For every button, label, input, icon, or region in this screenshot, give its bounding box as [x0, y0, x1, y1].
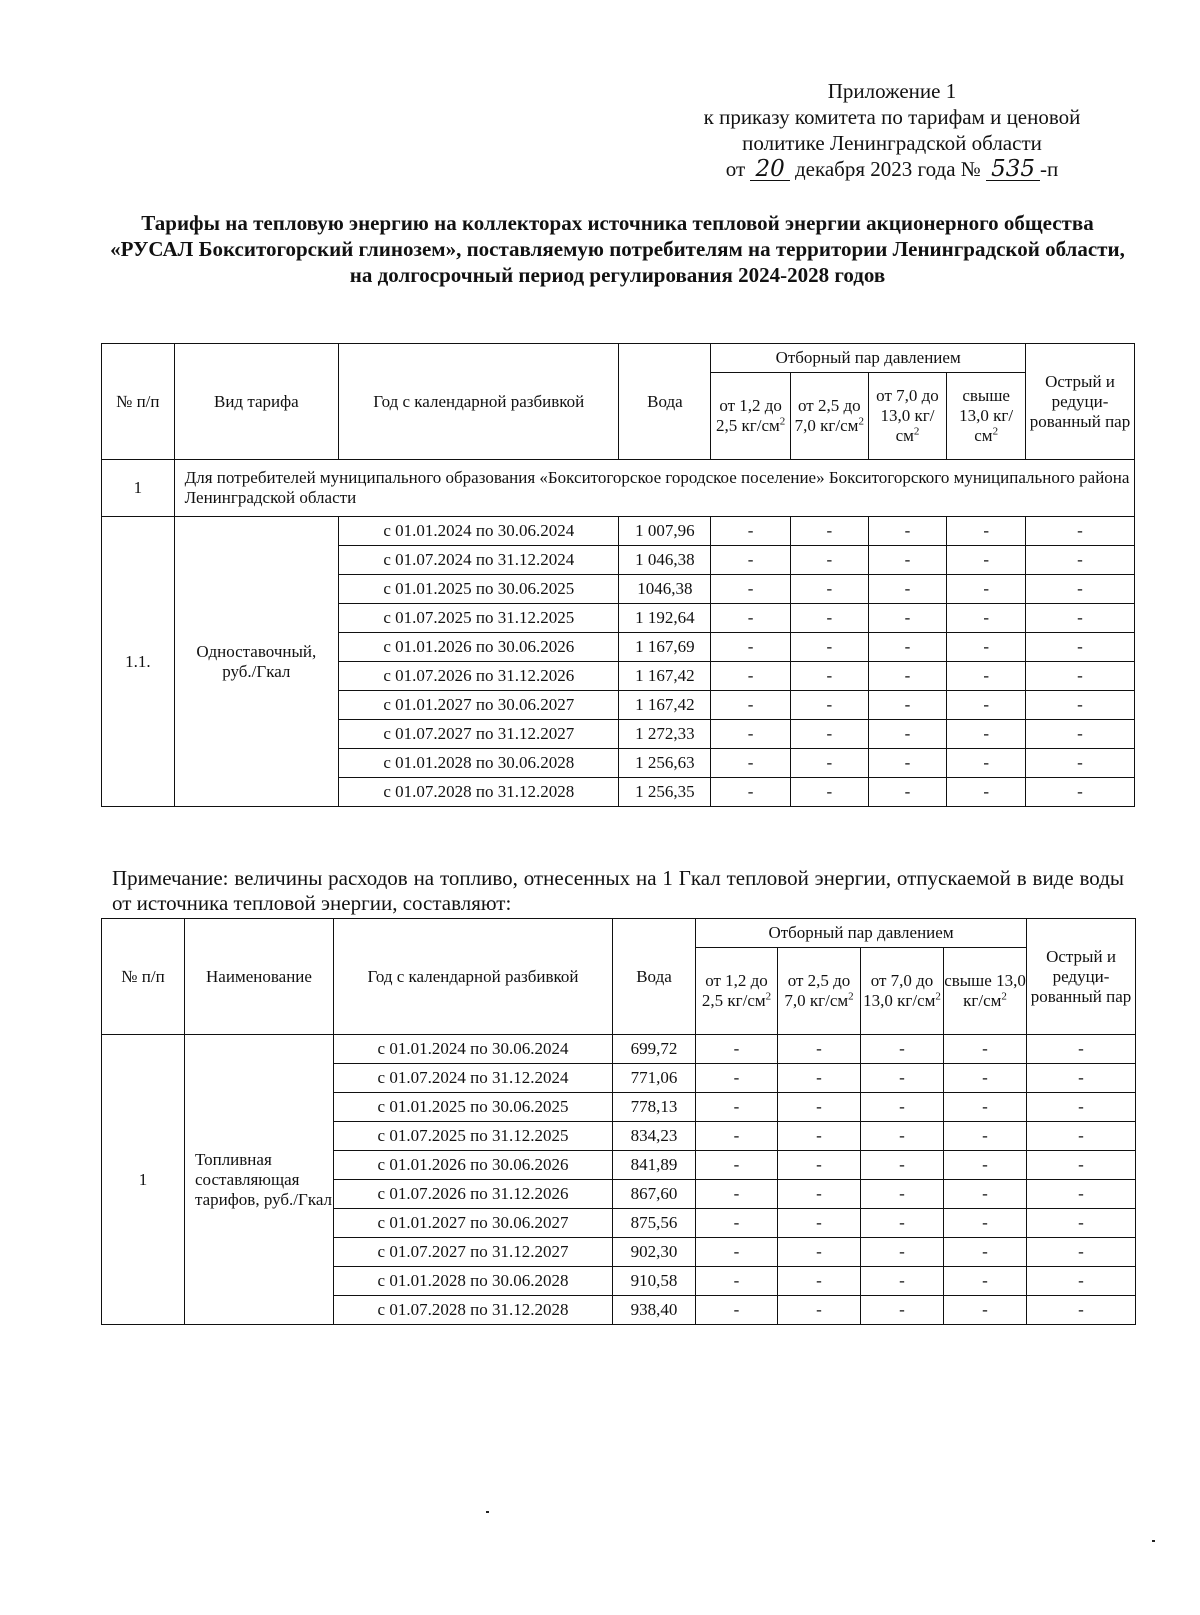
empty-value-cell: -: [868, 720, 947, 749]
col-steam-group-header: Отборный пар давлением: [711, 344, 1026, 373]
water-value-cell: 1 192,64: [619, 604, 711, 633]
empty-value-cell: -: [790, 720, 868, 749]
empty-value-cell: -: [790, 691, 868, 720]
water-value-cell: 1046,38: [619, 575, 711, 604]
empty-value-cell: -: [1027, 1122, 1136, 1151]
empty-value-cell: -: [861, 1180, 944, 1209]
empty-value-cell: -: [1026, 604, 1135, 633]
empty-value-cell: -: [711, 517, 791, 546]
order-date-line: [662, 156, 1122, 182]
document-title: Тарифы на тепловую энергию на коллекторах источника тепловой энергии акционерного общества «РУСАЛ Бокситогорский глинозем», поставляемую потребителям на территории Ленинградской области, на долгосрочный период регулирования 2024-2028 годов: [110, 211, 1125, 287]
order-reference: к приказу комитета по тарифам и ценовой: [703, 105, 1081, 129]
col-year-header: Год с календарной разбивкой: [339, 344, 619, 460]
empty-value-cell: -: [944, 1093, 1027, 1122]
period-cell: с 01.07.2025 по 31.12.2025: [334, 1122, 613, 1151]
group-num: 1: [102, 1035, 185, 1325]
empty-value-cell: -: [947, 749, 1026, 778]
section-num: 1: [102, 460, 175, 517]
empty-value-cell: -: [861, 1122, 944, 1151]
empty-value-cell: -: [778, 1296, 861, 1325]
empty-value-cell: -: [696, 1238, 778, 1267]
empty-value-cell: -: [1026, 575, 1135, 604]
col-tariff-type-header: Вид тарифа: [174, 344, 338, 460]
appendix-label: Приложение 1: [827, 79, 957, 103]
period-cell: с 01.01.2028 по 30.06.2028: [339, 749, 619, 778]
empty-value-cell: -: [944, 1122, 1027, 1151]
empty-value-cell: -: [790, 546, 868, 575]
empty-value-cell: -: [947, 604, 1026, 633]
col-steam-group-header: Отборный пар давлением: [696, 919, 1027, 948]
col-water-header: Вода: [619, 344, 711, 460]
empty-value-cell: -: [711, 691, 791, 720]
water-value-cell: 902,30: [613, 1238, 696, 1267]
date-prefix: от: [725, 157, 746, 181]
empty-value-cell: -: [868, 749, 947, 778]
table-row: [102, 517, 1135, 546]
water-value-cell: 841,89: [613, 1151, 696, 1180]
group-label: Топливная составляющая тарифов, руб./Гкал: [185, 1035, 334, 1325]
period-cell: с 01.01.2024 по 30.06.2024: [334, 1035, 613, 1064]
water-value-cell: 1 167,42: [619, 691, 711, 720]
empty-value-cell: -: [790, 662, 868, 691]
col-name-header: Наименование: [185, 919, 334, 1035]
empty-value-cell: -: [944, 1267, 1027, 1296]
empty-value-cell: -: [790, 575, 868, 604]
empty-value-cell: -: [790, 633, 868, 662]
empty-value-cell: -: [861, 1064, 944, 1093]
empty-value-cell: -: [711, 633, 791, 662]
empty-value-cell: -: [696, 1064, 778, 1093]
water-value-cell: 1 256,35: [619, 778, 711, 807]
empty-value-cell: -: [868, 546, 947, 575]
col-year-header: Год с календарной разбивкой: [334, 919, 613, 1035]
handwritten-order-number: 535: [986, 158, 1040, 181]
water-value-cell: 938,40: [613, 1296, 696, 1325]
water-value-cell: 771,06: [613, 1064, 696, 1093]
empty-value-cell: -: [778, 1035, 861, 1064]
empty-value-cell: -: [1027, 1238, 1136, 1267]
empty-value-cell: -: [868, 517, 947, 546]
empty-value-cell: -: [947, 662, 1026, 691]
empty-value-cell: -: [1027, 1209, 1136, 1238]
period-cell: с 01.07.2026 по 31.12.2026: [339, 662, 619, 691]
period-cell: с 01.07.2027 по 31.12.2027: [334, 1238, 613, 1267]
period-cell: с 01.01.2026 по 30.06.2026: [334, 1151, 613, 1180]
col-p4-header: свыше 13,0 $кг/см^2$: [944, 948, 1027, 1035]
empty-value-cell: -: [947, 691, 1026, 720]
empty-value-cell: -: [1027, 1151, 1136, 1180]
water-value-cell: 778,13: [613, 1093, 696, 1122]
water-value-cell: 834,23: [613, 1122, 696, 1151]
period-cell: с 01.01.2026 по 30.06.2026: [339, 633, 619, 662]
empty-value-cell: -: [1027, 1180, 1136, 1209]
empty-value-cell: -: [696, 1267, 778, 1296]
empty-value-cell: -: [790, 604, 868, 633]
empty-value-cell: -: [778, 1238, 861, 1267]
number-suffix: -п: [1039, 157, 1059, 181]
col-sharp-steam-header: Острый и редуци-рованный пар: [1027, 919, 1136, 1035]
empty-value-cell: -: [861, 1151, 944, 1180]
period-cell: с 01.01.2024 по 30.06.2024: [339, 517, 619, 546]
empty-value-cell: -: [944, 1035, 1027, 1064]
empty-value-cell: -: [711, 604, 791, 633]
committee-name: политике Ленинградской области: [742, 131, 1042, 155]
period-cell: с 01.07.2026 по 31.12.2026: [334, 1180, 613, 1209]
empty-value-cell: -: [947, 546, 1026, 575]
col-p3-header: от 7,0 до 13,0 $кг/см^2$: [868, 373, 947, 460]
fuel-note: Примечание: величины расходов на топливо, отнесенных на 1 Гкал тепловой энергии, отпускаемой в виде воды от источника тепловой энергии, составляют:: [112, 866, 1124, 915]
col-p4-header: свыше 13,0 $кг/см^2$: [947, 373, 1026, 460]
empty-value-cell: -: [696, 1209, 778, 1238]
empty-value-cell: -: [1027, 1267, 1136, 1296]
empty-value-cell: -: [790, 517, 868, 546]
empty-value-cell: -: [1027, 1296, 1136, 1325]
water-value-cell: 1 007,96: [619, 517, 711, 546]
empty-value-cell: -: [861, 1296, 944, 1325]
water-value-cell: 1 272,33: [619, 720, 711, 749]
empty-value-cell: -: [1027, 1093, 1136, 1122]
empty-value-cell: -: [861, 1267, 944, 1296]
empty-value-cell: -: [868, 604, 947, 633]
col-num-header: № п/п: [102, 344, 175, 460]
period-cell: с 01.01.2028 по 30.06.2028: [334, 1267, 613, 1296]
empty-value-cell: -: [778, 1122, 861, 1151]
group-label: Одноставочный, руб./Гкал: [174, 517, 338, 807]
period-cell: с 01.01.2025 по 30.06.2025: [339, 575, 619, 604]
col-p1-header: от 1,2 до 2,5 $кг/см^2$: [711, 373, 791, 460]
water-value-cell: 699,72: [613, 1035, 696, 1064]
tariff-rows: [102, 517, 1135, 807]
period-cell: с 01.07.2024 по 31.12.2024: [334, 1064, 613, 1093]
empty-value-cell: -: [1026, 633, 1135, 662]
empty-value-cell: -: [778, 1093, 861, 1122]
empty-value-cell: -: [861, 1238, 944, 1267]
water-value-cell: 910,58: [613, 1267, 696, 1296]
col-p3-header: от 7,0 до 13,0 $кг/см^2$: [861, 948, 944, 1035]
empty-value-cell: -: [1026, 517, 1135, 546]
empty-value-cell: -: [696, 1122, 778, 1151]
scan-speck: [486, 1511, 489, 1513]
empty-value-cell: -: [861, 1093, 944, 1122]
appendix-header: [662, 78, 1122, 182]
empty-value-cell: -: [711, 720, 791, 749]
table-row: [102, 1035, 1136, 1064]
water-value-cell: 867,60: [613, 1180, 696, 1209]
fuel-cost-table: [101, 918, 1136, 1325]
empty-value-cell: -: [778, 1209, 861, 1238]
period-cell: с 01.01.2027 по 30.06.2027: [339, 691, 619, 720]
empty-value-cell: -: [1027, 1064, 1136, 1093]
empty-value-cell: -: [1026, 778, 1135, 807]
period-cell: с 01.07.2024 по 31.12.2024: [339, 546, 619, 575]
empty-value-cell: -: [790, 749, 868, 778]
empty-value-cell: -: [696, 1180, 778, 1209]
col-num-header: № п/п: [102, 919, 185, 1035]
empty-value-cell: -: [778, 1064, 861, 1093]
water-value-cell: 1 256,63: [619, 749, 711, 778]
empty-value-cell: -: [947, 517, 1026, 546]
empty-value-cell: -: [778, 1267, 861, 1296]
empty-value-cell: -: [790, 778, 868, 807]
empty-value-cell: -: [868, 575, 947, 604]
empty-value-cell: -: [868, 691, 947, 720]
handwritten-day: 20: [750, 158, 789, 181]
empty-value-cell: -: [696, 1296, 778, 1325]
empty-value-cell: -: [778, 1180, 861, 1209]
tariff-table: [101, 343, 1135, 807]
empty-value-cell: -: [711, 575, 791, 604]
col-p1-header: от 1,2 до 2,5 $кг/см^2$: [696, 948, 778, 1035]
empty-value-cell: -: [944, 1180, 1027, 1209]
fuel-rows: [102, 1035, 1136, 1325]
empty-value-cell: -: [944, 1238, 1027, 1267]
period-cell: с 01.07.2028 по 31.12.2028: [334, 1296, 613, 1325]
water-value-cell: 875,56: [613, 1209, 696, 1238]
empty-value-cell: -: [944, 1296, 1027, 1325]
empty-value-cell: -: [696, 1151, 778, 1180]
date-mid: декабря 2023 года №: [794, 157, 981, 181]
empty-value-cell: -: [711, 778, 791, 807]
empty-value-cell: -: [861, 1209, 944, 1238]
empty-value-cell: -: [1026, 749, 1135, 778]
water-value-cell: 1 046,38: [619, 546, 711, 575]
empty-value-cell: -: [868, 662, 947, 691]
empty-value-cell: -: [711, 662, 791, 691]
empty-value-cell: -: [711, 749, 791, 778]
section-description: Для потребителей муниципального образования «Бокситогорское городское поселение» Бокситогорского муниципального района Ленинградской области: [174, 460, 1134, 517]
group-num: 1.1.: [102, 517, 175, 807]
period-cell: с 01.07.2028 по 31.12.2028: [339, 778, 619, 807]
scan-speck: [1152, 1540, 1155, 1542]
period-cell: с 01.01.2025 по 30.06.2025: [334, 1093, 613, 1122]
period-cell: с 01.01.2027 по 30.06.2027: [334, 1209, 613, 1238]
empty-value-cell: -: [861, 1035, 944, 1064]
empty-value-cell: -: [944, 1151, 1027, 1180]
empty-value-cell: -: [778, 1151, 861, 1180]
empty-value-cell: -: [947, 633, 1026, 662]
empty-value-cell: -: [947, 778, 1026, 807]
empty-value-cell: -: [696, 1035, 778, 1064]
col-p2-header: от 2,5 до 7,0 $кг/см^2$: [790, 373, 868, 460]
period-cell: с 01.07.2025 по 31.12.2025: [339, 604, 619, 633]
empty-value-cell: -: [1026, 546, 1135, 575]
period-cell: с 01.07.2027 по 31.12.2027: [339, 720, 619, 749]
empty-value-cell: -: [868, 778, 947, 807]
col-water-header: Вода: [613, 919, 696, 1035]
empty-value-cell: -: [947, 575, 1026, 604]
empty-value-cell: -: [947, 720, 1026, 749]
empty-value-cell: -: [1026, 720, 1135, 749]
water-value-cell: 1 167,69: [619, 633, 711, 662]
col-sharp-steam-header: Острый и редуци-рованный пар: [1026, 344, 1135, 460]
empty-value-cell: -: [944, 1209, 1027, 1238]
empty-value-cell: -: [1027, 1035, 1136, 1064]
empty-value-cell: -: [1026, 691, 1135, 720]
empty-value-cell: -: [1026, 662, 1135, 691]
empty-value-cell: -: [944, 1064, 1027, 1093]
empty-value-cell: -: [868, 633, 947, 662]
empty-value-cell: -: [696, 1093, 778, 1122]
col-p2-header: от 2,5 до 7,0 $кг/см^2$: [778, 948, 861, 1035]
water-value-cell: 1 167,42: [619, 662, 711, 691]
empty-value-cell: -: [711, 546, 791, 575]
